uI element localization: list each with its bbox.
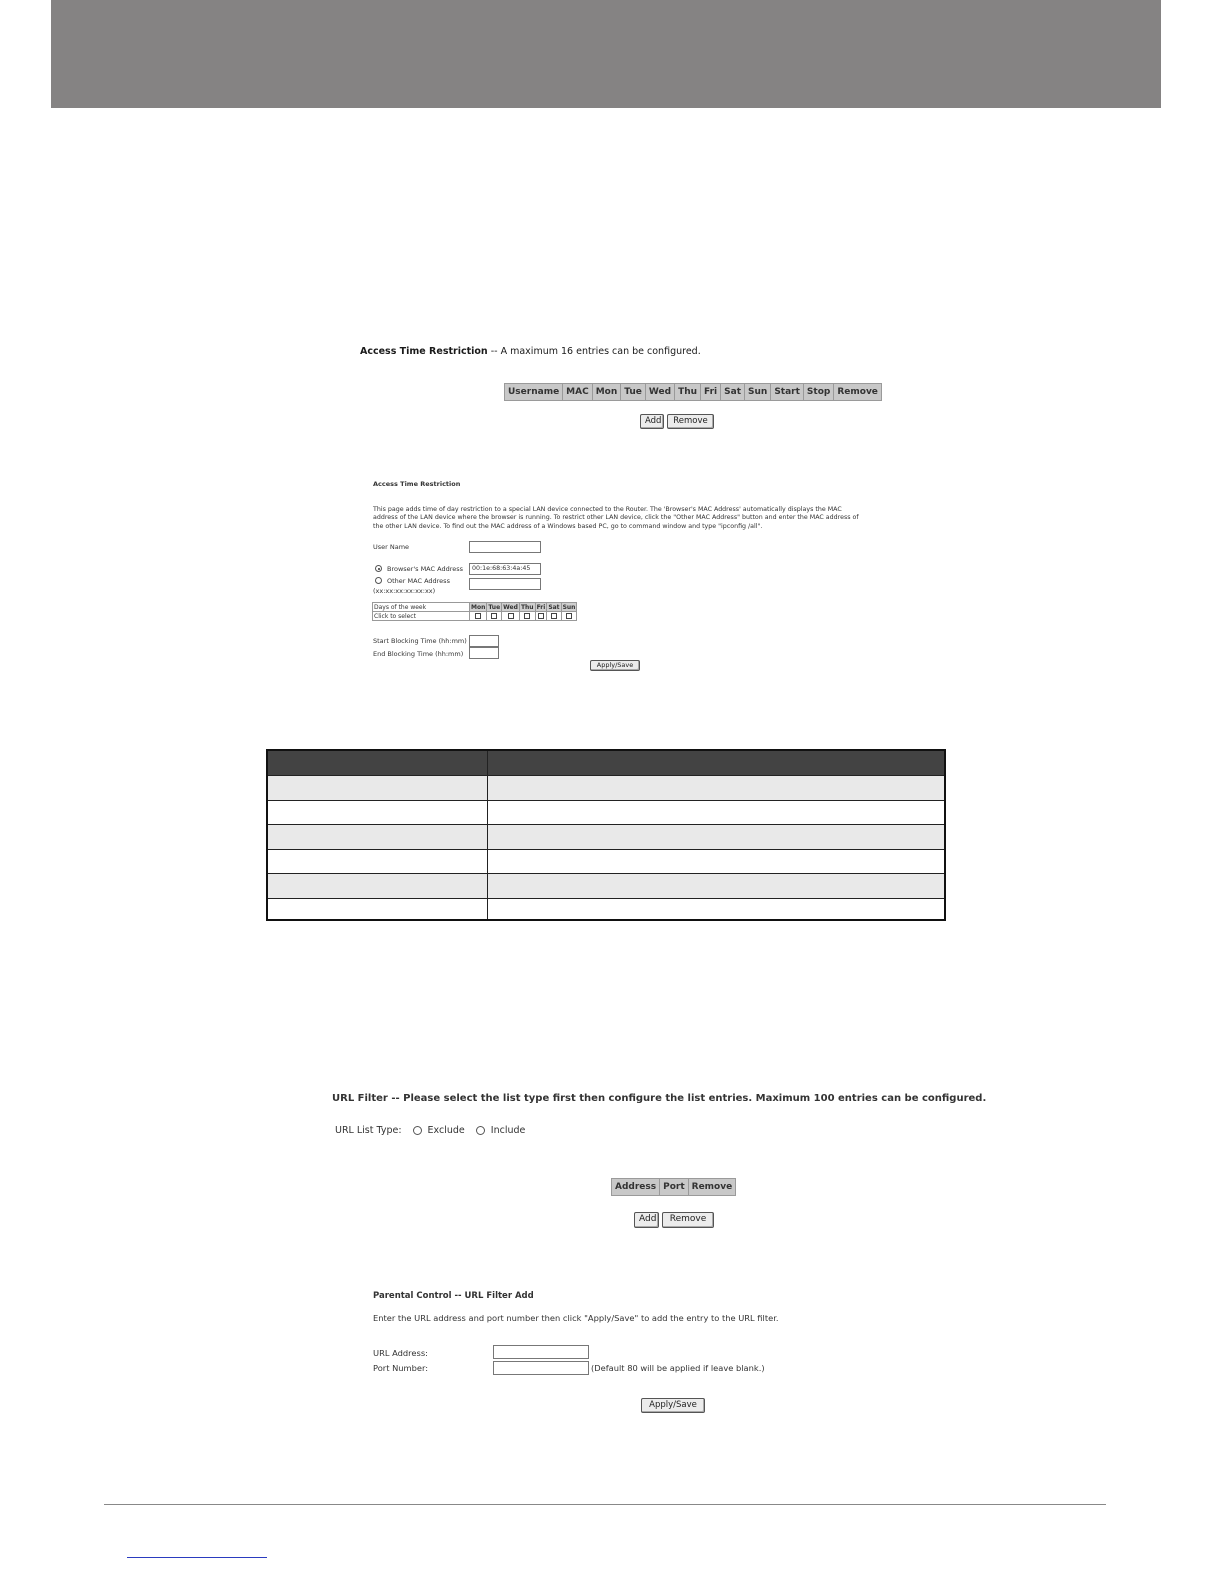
col-fri: Fri bbox=[701, 384, 721, 401]
day-sun: Sun bbox=[562, 603, 576, 611]
table-row bbox=[268, 874, 944, 899]
port-number-label: Port Number: bbox=[373, 1363, 429, 1373]
day-fri: Fri bbox=[536, 603, 546, 611]
day-thu: Thu bbox=[520, 603, 534, 611]
click-to-select-label: Click to select bbox=[373, 612, 470, 621]
sun-checkbox[interactable] bbox=[566, 613, 572, 619]
col-thu: Thu bbox=[675, 384, 701, 401]
day-wed: Wed bbox=[503, 603, 518, 611]
table-row bbox=[268, 899, 944, 920]
parameter-table-header bbox=[268, 751, 944, 776]
wed-checkbox[interactable] bbox=[508, 613, 514, 619]
table-row bbox=[268, 776, 944, 801]
table-row bbox=[268, 801, 944, 826]
col-tue: Tue bbox=[621, 384, 646, 401]
start-time-input[interactable] bbox=[469, 635, 499, 647]
col-remove: Remove bbox=[834, 384, 882, 401]
user-name-input[interactable] bbox=[469, 541, 541, 553]
days-label: Days of the week bbox=[373, 603, 470, 612]
col-remove: Remove bbox=[688, 1179, 736, 1196]
days-of-week-table bbox=[372, 602, 577, 621]
browser-mac-label: Browser's MAC Address bbox=[387, 565, 464, 573]
col-mon: Mon bbox=[592, 384, 621, 401]
table-row bbox=[268, 825, 944, 850]
col-username: Username bbox=[505, 384, 563, 401]
url-filter-add-description: Enter the URL address and port number then click "Apply/Save" to add the entry to the URL filter. bbox=[373, 1313, 779, 1323]
access-time-list-title: Access Time Restriction -- A maximum 16 entries can be configured. bbox=[360, 346, 701, 357]
col-address: Address bbox=[612, 1179, 660, 1196]
exclude-radio[interactable] bbox=[413, 1126, 422, 1135]
col-wed: Wed bbox=[645, 384, 674, 401]
port-default-note: (Default 80 will be applied if leave blank.) bbox=[591, 1363, 765, 1373]
column-divider bbox=[487, 751, 488, 919]
other-mac-radio[interactable] bbox=[375, 577, 382, 584]
include-label: Include bbox=[490, 1125, 526, 1136]
url-address-label: URL Address: bbox=[373, 1348, 428, 1358]
header-banner bbox=[51, 0, 1161, 108]
port-number-input[interactable] bbox=[493, 1361, 589, 1375]
url-add-button[interactable]: Add bbox=[634, 1212, 659, 1228]
day-sat: Sat bbox=[548, 603, 560, 611]
fri-checkbox[interactable] bbox=[538, 613, 544, 619]
other-mac-input[interactable] bbox=[469, 578, 541, 590]
browser-mac-radio[interactable] bbox=[375, 565, 382, 572]
mon-checkbox[interactable] bbox=[475, 613, 481, 619]
browser-mac-field: 00:1e:68:63:4a:45 bbox=[469, 563, 541, 575]
access-time-table bbox=[504, 383, 882, 401]
day-tue: Tue bbox=[488, 603, 501, 611]
table-row bbox=[268, 850, 944, 875]
remove-button[interactable]: Remove bbox=[667, 414, 714, 429]
end-time-label: End Blocking Time (hh:mm) bbox=[373, 650, 464, 658]
user-name-label: User Name bbox=[373, 543, 410, 551]
other-mac-label: Other MAC Address bbox=[387, 577, 450, 585]
sat-checkbox[interactable] bbox=[551, 613, 557, 619]
footer-link-underline bbox=[127, 1557, 267, 1558]
other-mac-format: (xx:xx:xx:xx:xx:xx) bbox=[373, 587, 436, 595]
url-filter-title: URL Filter -- Please select the list type first then configure the list entries. Maximum 100 entries can be configured. bbox=[332, 1093, 987, 1104]
url-list-type bbox=[335, 1125, 525, 1136]
url-address-input[interactable] bbox=[493, 1345, 589, 1359]
url-remove-button[interactable]: Remove bbox=[662, 1212, 714, 1228]
col-mac: MAC bbox=[563, 384, 593, 401]
col-port: Port bbox=[660, 1179, 689, 1196]
url-filter-table bbox=[611, 1178, 736, 1196]
day-mon: Mon bbox=[471, 603, 486, 611]
col-start: Start bbox=[771, 384, 804, 401]
url-list-type-label: URL List Type: bbox=[335, 1125, 402, 1136]
col-sun: Sun bbox=[745, 384, 771, 401]
col-stop: Stop bbox=[803, 384, 833, 401]
url-filter-add-heading: Parental Control -- URL Filter Add bbox=[373, 1291, 534, 1301]
url-apply-save-button[interactable]: Apply/Save bbox=[641, 1398, 705, 1413]
tue-checkbox[interactable] bbox=[491, 613, 497, 619]
access-time-form-description: This page adds time of day restriction to a special LAN device connected to the Router. The 'Browser's MAC Address' automatically displays the MAC address of the LAN device where the browser is running. To restrict other LAN device, click the "Other MAC Address" button and enter the MAC address of the other LAN device. To find out the MAC address of a Windows based PC, go to command window and type "ipconfig /all". bbox=[373, 506, 859, 530]
col-sat: Sat bbox=[721, 384, 745, 401]
end-time-input[interactable] bbox=[469, 647, 499, 659]
start-time-label: Start Blocking Time (hh:mm) bbox=[373, 637, 467, 645]
thu-checkbox[interactable] bbox=[524, 613, 530, 619]
include-radio[interactable] bbox=[476, 1126, 485, 1135]
parameter-table bbox=[266, 749, 946, 921]
exclude-label: Exclude bbox=[427, 1125, 465, 1136]
apply-save-button[interactable]: Apply/Save bbox=[590, 660, 640, 671]
add-button[interactable]: Add bbox=[640, 414, 664, 429]
footer-rule bbox=[104, 1504, 1106, 1505]
access-time-form-heading: Access Time Restriction bbox=[373, 480, 461, 488]
